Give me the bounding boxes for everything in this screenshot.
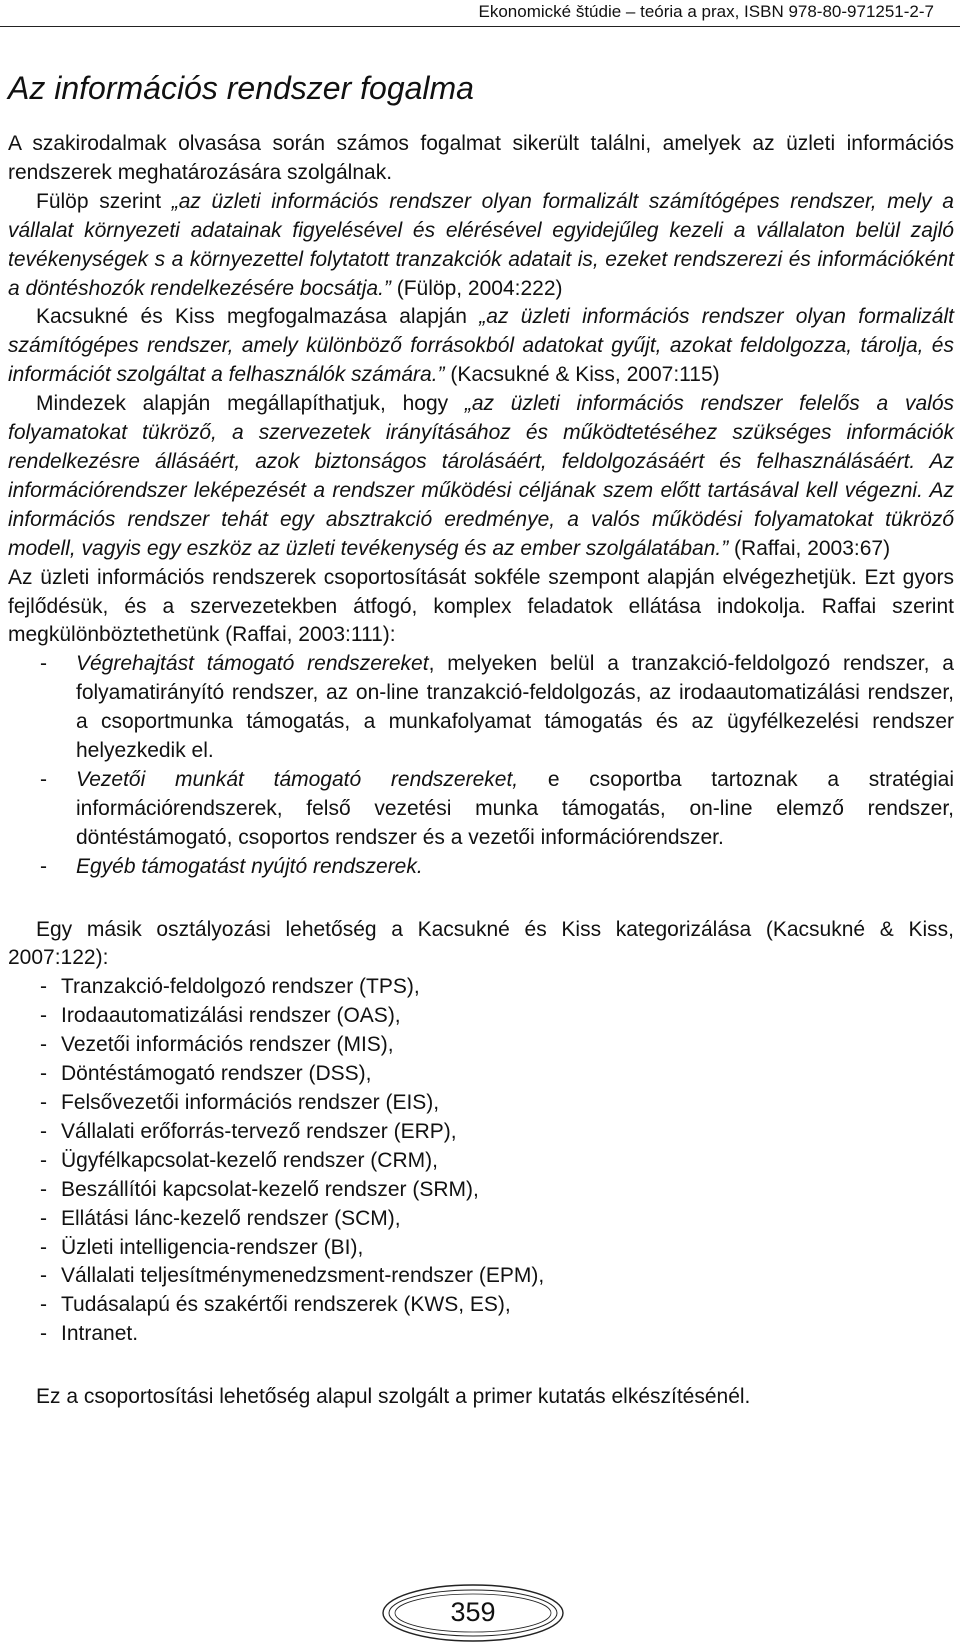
paragraph-intro: A szakirodalmak olvasása során számos fogalmat sikerült találni, amelyek az üzleti információs rendszerek meghatározására szolgálnak. [8, 132, 954, 184]
system-type-list [8, 973, 954, 1349]
paragraph-lead: Kacsukné és Kiss megfogalmazása alapján [36, 305, 480, 329]
list-item: - Ügyfélkapcsolat-kezelő rendszer (CRM), [8, 1147, 954, 1176]
category-description: , melyeken belül a tranzakció-feldolgozó rendszer, a folyamatirányító rendszer, az on-line tranzakció-feldolgozás, az irodaautomatizálási rendszer, a csoportmunka támogatás, a munkafolyamat támogatás és az ügyfélkezelési rendszer helyezkedik el. [76, 652, 954, 763]
list-item: - Döntéstámogató rendszer (DSS), [8, 1060, 954, 1089]
spacer [8, 1349, 954, 1383]
list-item: - Vezetői információs rendszer (MIS), [8, 1031, 954, 1060]
list-item: - Tranzakció-feldolgozó rendszer (TPS), [8, 973, 954, 1002]
definition-quote: „az üzleti információs rendszer olyan formalizált számítógépes rendszer, amely különböző forrásokból adatokat gyűjt, azokat feldolgozza, tárolja, és információt szolgáltat a felhasználók számára.” [8, 305, 954, 387]
citation: (Kacsukné & Kiss, 2007:115) [444, 363, 720, 387]
category-term: Egyéb támogatást nyújtó rendszerek. [76, 854, 423, 878]
page-number: 359 [450, 1597, 496, 1627]
list-item: - Intranet. [8, 1320, 954, 1349]
body-text [8, 130, 954, 1412]
paragraph-lead: Mindezek alapján megállapíthatjuk, hogy [36, 392, 465, 416]
section-title: Az információs rendszer fogalma [8, 70, 474, 106]
page-footer [380, 1582, 566, 1644]
list-item [8, 650, 954, 766]
list-item [8, 853, 954, 882]
raffai-category-list [8, 650, 954, 881]
spacer [8, 882, 954, 916]
list-item: - Üzleti intelligencia-rendszer (BI), [8, 1234, 954, 1263]
paragraph-fulop-definition [8, 188, 954, 304]
paragraph-kacsukne-kiss-definition [8, 303, 954, 390]
list-item: - Beszállítói kapcsolat-kezelő rendszer (SRM), [8, 1176, 954, 1205]
list-item: - Ellátási lánc-kezelő rendszer (SCM), [8, 1205, 954, 1234]
paragraph-classification: Az üzleti információs rendszerek csoportosítását sokféle szempont alapján elvégezhetjük. Ezt gyors fejlődésük, és a szervezetekben átfogó, komplex feladatok ellátása indokolja. Raffai szerint megkülönböztethetünk (Raffai, 2003:111): [8, 565, 954, 647]
definition-quote: „az üzleti információs rendszer felelős a valós folyamatokat tükröző, a szervezetek irányításához és működtetéséhez szükséges információk rendelkezésre állásáért, azok biztonságos tárolásáért, feldolgozásáért és felhasználásáért. Az információrendszer leképezését a rendszer működési céljának szem előtt tartásával kell végezni. Az információs rendszer tehát egy absztrakció eredménye, a valós működési folyamatokat tükröző modell, vagyis egy eszköz az üzleti tevékenység és az ember szolgálatában.” [8, 392, 954, 560]
list-item: - Vállalati erőforrás-tervező rendszer (ERP), [8, 1118, 954, 1147]
list-item: - Tudásalapú és szakértői rendszerek (KWS, ES), [8, 1291, 954, 1320]
category-term: Vezetői munkát támogató rendszereket, [76, 767, 519, 791]
list-item: - Vállalati teljesítménymenedzsment-rendszer (EPM), [8, 1262, 954, 1291]
running-header: Ekonomické štúdie – teória a prax, ISBN 978-80-971251-2-7 [0, 0, 960, 27]
citation: (Fülöp, 2004:222) [390, 276, 563, 300]
paragraph-kacsukne-kiss-categories: Egy másik osztályozási lehetőség a Kacsukné és Kiss kategorizálása (Kacsukné & Kiss, 2007:122): [8, 917, 954, 970]
list-item [8, 766, 954, 853]
citation: (Raffai, 2003:67) [728, 536, 891, 560]
list-item: - Irodaautomatizálási rendszer (OAS), [8, 1002, 954, 1031]
paragraph-raffai-definition [8, 390, 954, 563]
definition-quote: „az üzleti információs rendszer olyan formalizált számítógépes rendszer, mely a vállalat környezeti adatainak figyelésével és elérésével egyidejűleg kezeli a vállalaton belül zajló tevékenységek s a környezettel folytatott tranzakciók adatait is, ezeket rendszerezi és információként a döntéshozók rendelkezésére bocsátja.” [8, 189, 954, 300]
category-term: Végrehajtást támogató rendszereket [76, 652, 429, 676]
category-description: e csoportba tartoznak a stratégiai információrendszerek, felső vezetési munka támogatás, on-line elemző rendszer, döntéstámogató, csoportos rendszer és a vezetői információrendszer. [76, 767, 954, 849]
paragraph-lead: Fülöp szerint [36, 189, 172, 213]
paragraph-conclusion: Ez a csoportosítási lehetőség alapul szolgált a primer kutatás elkészítésénél. [36, 1385, 751, 1409]
list-item: - Felsővezetői információs rendszer (EIS), [8, 1089, 954, 1118]
